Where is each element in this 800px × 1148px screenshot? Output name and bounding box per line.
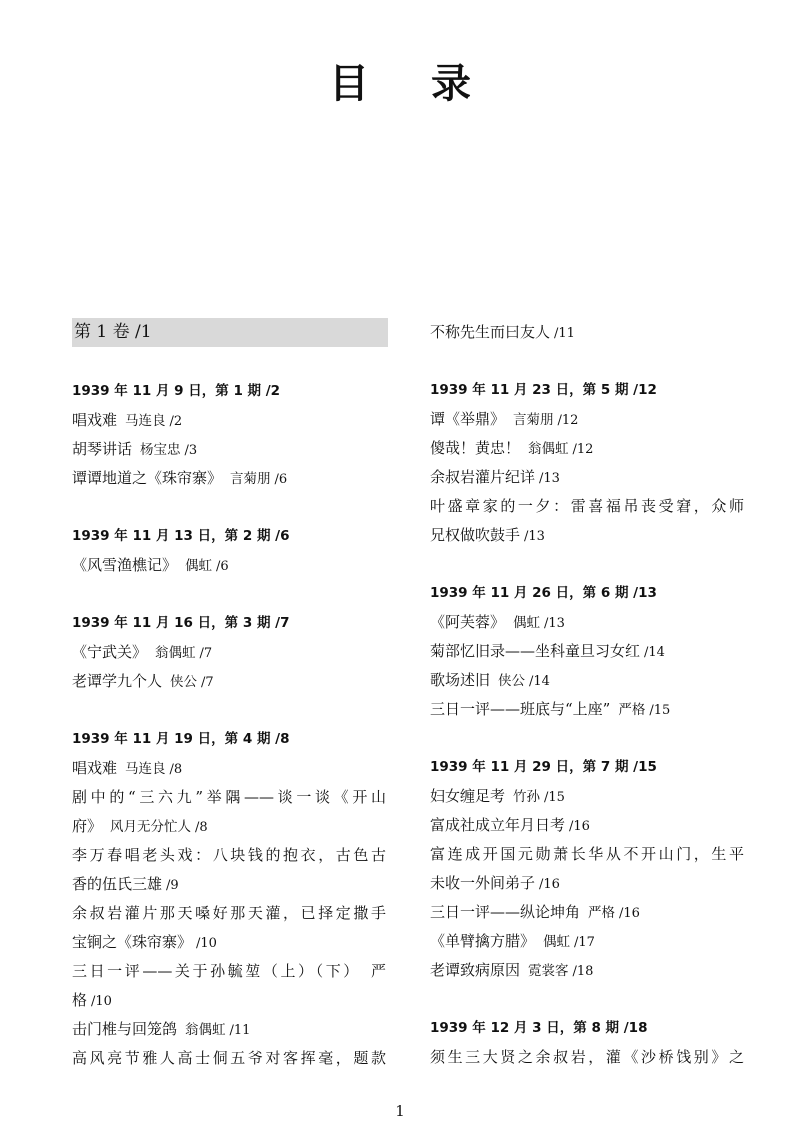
entry-page: /9 — [166, 878, 179, 893]
toc-entry — [430, 695, 744, 724]
volume-heading: 第 1 卷 /1 — [72, 318, 388, 347]
entry-author: 竹孙 — [513, 789, 541, 805]
entry-page: /6 — [216, 559, 229, 574]
entry-page: /14 — [529, 674, 550, 689]
entry-page: /16 — [539, 877, 560, 892]
toc-left-column — [72, 318, 386, 1102]
entry-page: /14 — [644, 645, 665, 660]
entry-page: /7 — [199, 646, 213, 661]
entry-title: 余叔岩灌片那天嗓好那天灌，已择定撒手 — [72, 904, 386, 922]
entry-author: 翁偶虹 — [185, 1022, 226, 1038]
entry-title: 未收一外间弟子 — [430, 874, 536, 892]
toc-entry — [430, 782, 744, 811]
toc-entry — [430, 666, 744, 695]
toc-entry-line — [430, 811, 744, 840]
entry-title: 李万春唱老头戏：八块钱的抱衣，古色古 — [72, 846, 386, 864]
issue-date: 1939 年 11 月 29 日，第 7 期 /15 — [430, 759, 657, 775]
toc-entry — [72, 1044, 386, 1073]
entry-title: 香的伍氏三雄 — [72, 875, 163, 893]
issue-block — [430, 1014, 744, 1072]
toc-entry-line — [430, 463, 744, 492]
toc-entry — [430, 898, 744, 927]
entry-page: /11 — [229, 1023, 251, 1038]
toc-entry-line — [430, 782, 744, 811]
entry-title: 歌场述旧 — [430, 671, 491, 689]
entry-author: 侠公 — [498, 673, 526, 689]
entry-page: /15 — [544, 790, 565, 805]
entry-author: 霓裳客 — [528, 963, 569, 979]
toc-entry — [72, 435, 386, 464]
entry-title: 不称先生而曰友人 — [430, 323, 551, 341]
toc-entry — [72, 406, 386, 435]
toc-entry-line — [72, 464, 386, 493]
entry-title: 《宁武关》 — [72, 643, 148, 661]
toc-entry — [72, 957, 386, 1015]
toc-entry-line — [430, 637, 744, 666]
entry-page: /3 — [184, 443, 198, 458]
entry-page: /7 — [201, 675, 214, 690]
toc-entry — [72, 638, 386, 667]
toc-entry-line — [430, 1043, 744, 1072]
toc-entry-line — [72, 435, 386, 464]
entry-title: 傻哉！黄忠！ — [430, 439, 521, 457]
entry-title: 击门椎与回笼鸽 — [72, 1020, 178, 1038]
page-title: 目 录 — [329, 60, 495, 107]
entry-title: 富连成开国元勋萧长华从不开山门，生平 — [430, 845, 744, 863]
toc-entry-line — [430, 695, 744, 724]
entry-title: 《单臂擒方腊》 — [430, 932, 536, 950]
toc-entry — [72, 667, 386, 696]
toc-entry — [430, 463, 744, 492]
entry-title: 格 — [72, 991, 88, 1009]
entry-author: 翁偶虹 — [528, 441, 569, 457]
toc-entry-line — [430, 956, 744, 985]
toc-right-column — [430, 318, 744, 1101]
toc-entry — [72, 464, 386, 493]
entry-author: 马连良 — [125, 413, 166, 429]
toc-entry-line — [72, 899, 386, 928]
issue-date: 1939 年 11 月 13 日，第 2 期 /6 — [72, 528, 290, 544]
entry-page: /13 — [544, 616, 565, 631]
toc-entry-line — [72, 986, 386, 1015]
toc-entry-line — [72, 754, 386, 783]
entry-author: 侠公 — [170, 674, 198, 690]
toc-entry-line — [430, 869, 744, 898]
entry-page: /17 — [574, 935, 595, 950]
issue-date: 1939 年 12 月 3 日，第 8 期 /18 — [430, 1020, 648, 1036]
entry-page: /12 — [572, 442, 594, 457]
issue-block — [72, 725, 386, 1073]
toc-entry-line — [430, 608, 744, 637]
toc-entry-line — [72, 667, 386, 696]
entry-page: /10 — [91, 994, 112, 1009]
toc-entry-line — [430, 492, 744, 521]
toc-entry-line — [72, 812, 386, 841]
toc-entry — [430, 637, 744, 666]
entry-title: 谭《举鼎》 — [430, 410, 506, 428]
entry-title: 三日一评——班底与“上座” — [430, 700, 611, 718]
entry-author: 言菊朋 — [513, 412, 554, 428]
issue-list-left — [72, 377, 386, 1073]
entry-page: /6 — [274, 472, 288, 487]
toc-entry-line — [72, 551, 386, 580]
toc-entry-line — [72, 957, 386, 986]
entry-page: /15 — [649, 703, 671, 718]
entry-author: 风月无分忙人 — [110, 819, 192, 835]
entry-title: 兄权做吹鼓手 — [430, 526, 521, 544]
entry-title: 谭谭地道之《珠帘寨》 — [72, 469, 223, 487]
entry-title: 余叔岩灌片纪详 — [430, 468, 536, 486]
toc-entry — [72, 754, 386, 783]
toc-entry-line — [72, 406, 386, 435]
issue-block — [72, 609, 386, 696]
toc-entry — [72, 841, 386, 899]
issue-block — [72, 377, 386, 493]
entry-title: 富成社成立年月日考 — [430, 816, 566, 834]
entry-page: /13 — [524, 529, 545, 544]
entry-title: 胡琴讲话 — [72, 440, 133, 458]
toc-entry-line — [72, 1044, 386, 1073]
entry-title: 菊部忆旧录——坐科童旦习女红 — [430, 642, 641, 660]
issue-block — [430, 753, 744, 985]
entry-author: 严格 — [618, 702, 646, 718]
toc-entry — [430, 840, 744, 898]
toc-entry-line — [430, 898, 744, 927]
toc-entry — [430, 492, 744, 550]
issue-block — [430, 579, 744, 724]
entry-author: 偶虹 — [543, 934, 571, 950]
entry-title: 老谭致病原因 — [430, 961, 521, 979]
toc-entry — [430, 434, 744, 463]
entry-title: 须生三大贤之余叔岩，灌《沙桥饯别》之 — [430, 1048, 744, 1066]
entry-title: 妇女缠足考 — [430, 787, 506, 805]
issue-date: 1939 年 11 月 9 日，第 1 期 /2 — [72, 383, 281, 399]
entry-page: /18 — [572, 964, 594, 979]
entry-title: 三日一评——关于孙毓堃（上）（下） 严 — [72, 962, 386, 980]
entry-title: 《风雪渔樵记》 — [72, 556, 178, 574]
entry-page: /16 — [569, 819, 590, 834]
entry-page: /8 — [195, 820, 208, 835]
entry-author: 严格 — [588, 905, 616, 921]
toc-entry — [72, 1015, 386, 1044]
issue-block — [430, 376, 744, 550]
entry-title: 剧中的“三六九”举隅——谈一谈《开山 — [72, 788, 386, 806]
entry-title: 三日一评——纵论坤角 — [430, 903, 581, 921]
toc-entry-line — [430, 666, 744, 695]
entry-author: 马连良 — [125, 761, 166, 777]
toc-entry — [430, 811, 744, 840]
entry-title: 唱戏难 — [72, 759, 118, 777]
issue-date: 1939 年 11 月 26 日，第 6 期 /13 — [430, 585, 657, 601]
toc-entry — [430, 405, 744, 434]
toc-entry — [430, 927, 744, 956]
toc-entry — [430, 1043, 744, 1072]
toc-entry-line — [72, 928, 386, 957]
entry-title: 叶盛章家的一夕：雷喜福吊丧受窘，众师 — [430, 497, 744, 515]
entry-page: /2 — [169, 414, 183, 429]
toc-entry-line — [72, 841, 386, 870]
entry-title: 宝锏之《珠帘寨》 — [72, 933, 193, 951]
entry-title: 府》 — [72, 817, 103, 835]
entry-title: 唱戏难 — [72, 411, 118, 429]
issue-date: 1939 年 11 月 16 日，第 3 期 /7 — [72, 615, 290, 631]
toc-entry-line — [72, 783, 386, 812]
entry-author: 翁偶虹 — [155, 645, 196, 661]
entry-author: 偶虹 — [513, 615, 541, 631]
entry-author: 偶虹 — [185, 558, 213, 574]
entry-title: 高风亮节雅人高士侗五爷对客挥毫，题款 — [72, 1049, 386, 1067]
issue-list-right — [430, 376, 744, 1072]
toc-entry — [72, 899, 386, 957]
entry-page: /8 — [169, 762, 183, 777]
entry-author: 言菊朋 — [230, 471, 271, 487]
issue-block — [72, 522, 386, 580]
toc-entry-line — [430, 521, 744, 550]
toc-entry-continuation — [430, 318, 744, 347]
toc-entry — [430, 956, 744, 985]
issue-date: 1939 年 11 月 19 日，第 4 期 /8 — [72, 731, 290, 747]
entry-page: /11 — [554, 326, 575, 341]
entry-page: /10 — [196, 936, 217, 951]
toc-entry-line — [72, 870, 386, 899]
toc-entry — [72, 551, 386, 580]
toc-entry-line — [430, 840, 744, 869]
toc-entry-line — [72, 638, 386, 667]
entry-title: 《阿芙蓉》 — [430, 613, 506, 631]
entry-title: 老谭学九个人 — [72, 672, 163, 690]
page-number: 1 — [395, 1102, 405, 1120]
entry-page: /12 — [557, 413, 579, 428]
entry-author: 杨宝忠 — [140, 442, 181, 458]
entry-page: /13 — [539, 471, 560, 486]
toc-entry-line — [430, 434, 744, 463]
toc-entry-line — [430, 927, 744, 956]
toc-entry-line — [430, 405, 744, 434]
toc-entry — [430, 608, 744, 637]
toc-entry — [72, 783, 386, 841]
issue-date: 1939 年 11 月 23 日，第 5 期 /12 — [430, 382, 657, 398]
entry-page: /16 — [619, 906, 640, 921]
toc-entry-line — [72, 1015, 386, 1044]
